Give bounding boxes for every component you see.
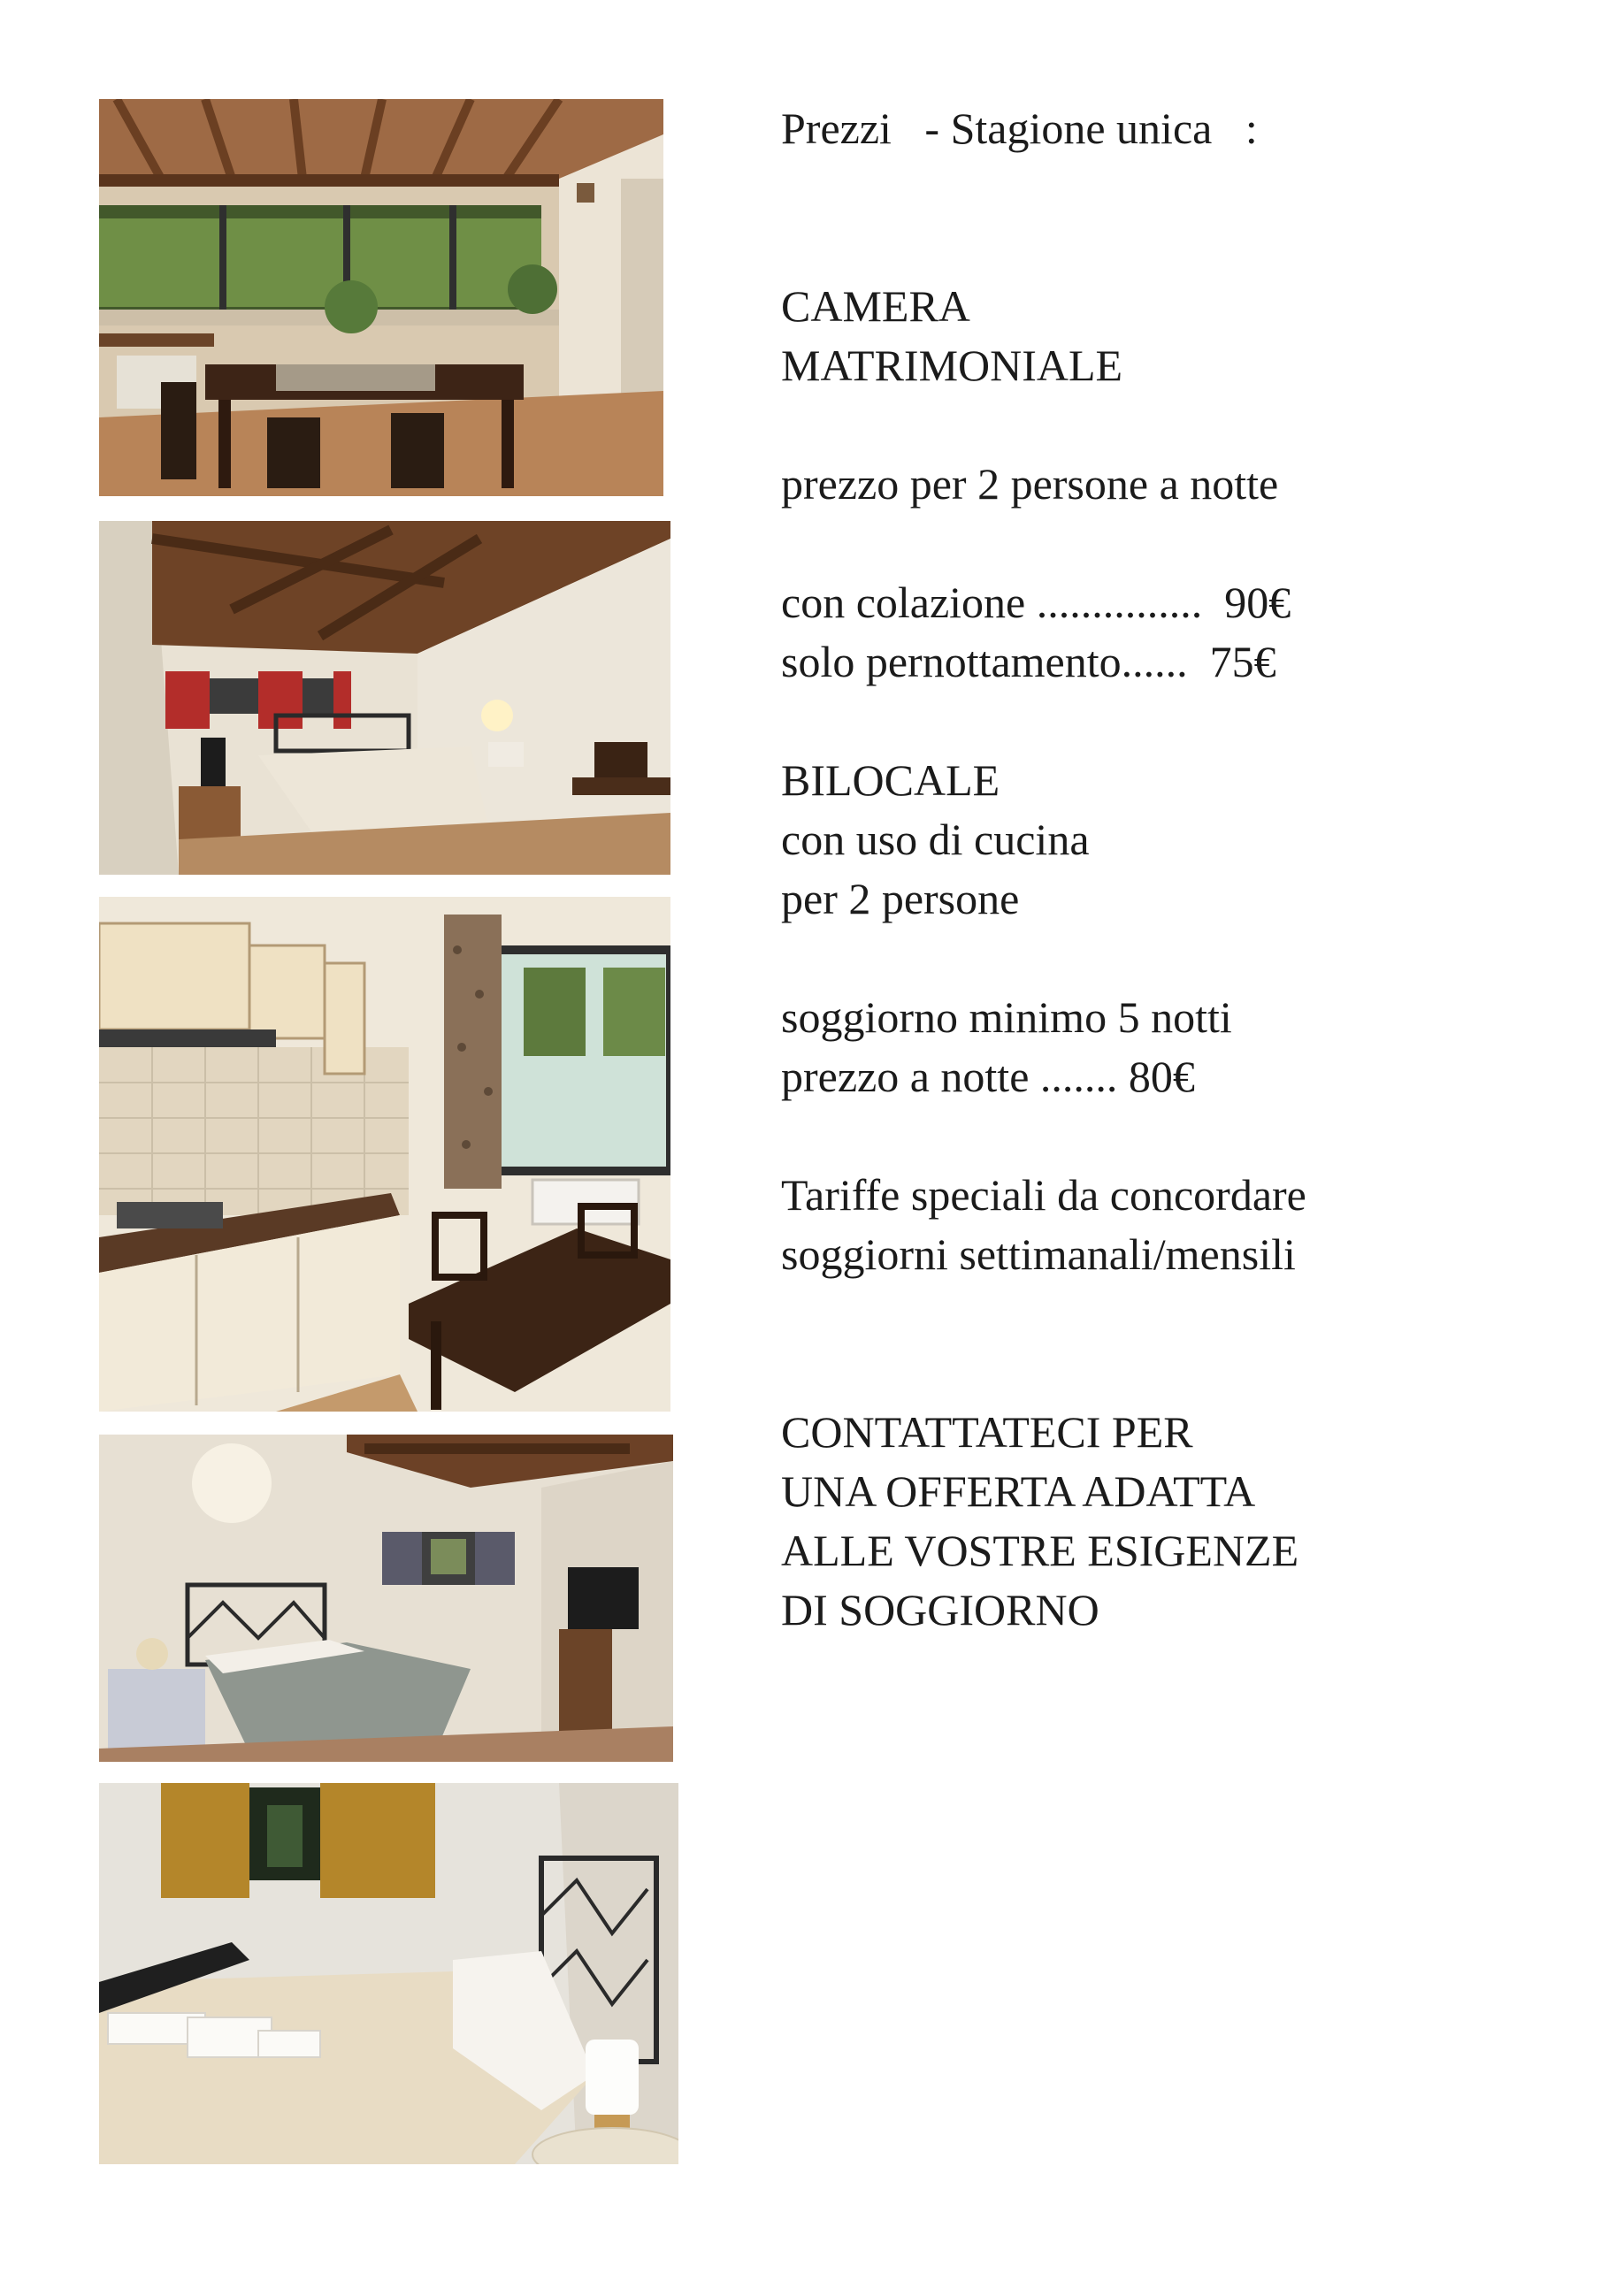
contact-line4: DI SOGGIORNO [781,1585,1099,1634]
camera-price-intro: prezzo per 2 persone a notte [781,459,1279,509]
camera-rate-room-only: solo pernottamento...... 75€ [781,637,1276,686]
special-rates-line2: soggiorni settimanali/mensili [781,1229,1296,1279]
photo-living-room [99,99,663,496]
bilocale-heading: BILOCALE [781,755,1000,805]
camera-heading-line1: CAMERA [781,281,970,331]
photo-bedroom-red-curtains [99,521,670,875]
page-title: Prezzi - Stagione unica : [781,103,1258,153]
bilocale-kitchen-use: con uso di cucina [781,815,1090,864]
camera-heading-line2: MATRIMONIALE [781,341,1123,390]
photo-bedroom-grey [99,1435,673,1762]
bilocale-persons: per 2 persone [781,874,1020,923]
bilocale-rate-night: prezzo a notte ....... 80€ [781,1052,1195,1101]
bilocale-min-stay: soggiorno minimo 5 notti [781,992,1232,1042]
price-info [781,99,1577,1640]
camera-rate-breakfast: con colazione ............... 90€ [781,578,1291,627]
contact-line3: ALLE VOSTRE ESIGENZE [781,1526,1299,1575]
photo-bedroom-mustard [99,1783,678,2164]
photo-kitchen [99,897,670,1412]
special-rates-line1: Tariffe speciali da concordare [781,1170,1306,1220]
contact-line2: UNA OFFERTA ADATTA [781,1466,1256,1516]
contact-line1: CONTATTATECI PER [781,1407,1193,1457]
